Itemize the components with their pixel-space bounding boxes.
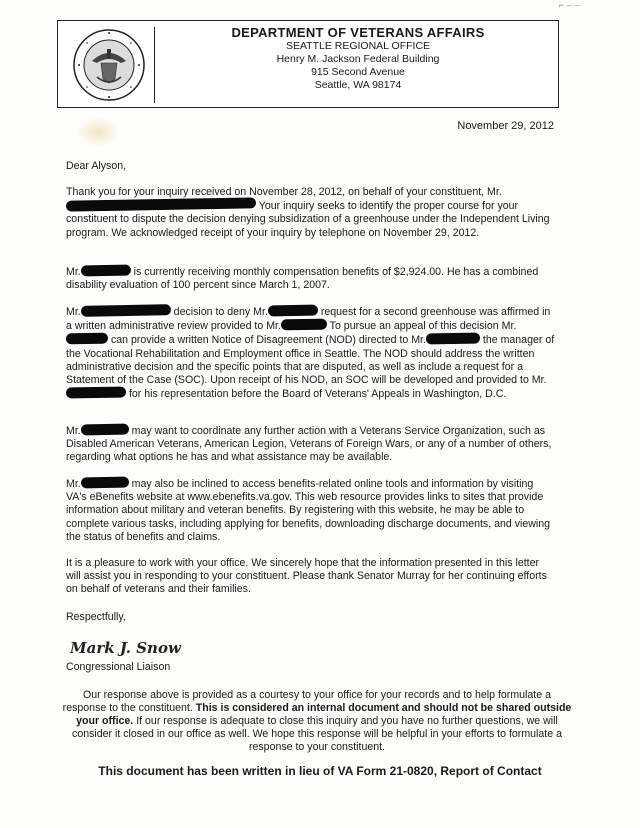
p5-text-a: Mr. (66, 478, 81, 490)
p3-text-a: Mr. (66, 306, 81, 318)
redaction-block (268, 305, 318, 317)
p4-text-b: may want to coordinate any further action with a Veterans Service Organization, such as Disabled American Veterans, American Legion, Veterans of Foreign Wars, or any of a number of others, regarding what options he has and what assistance may be available. (66, 425, 552, 464)
footer-text-a: Our response above is provided as a courtesy to your office for your records and to help formulate a response to the constituent. (62, 689, 551, 714)
p4-text-a: Mr. (66, 425, 81, 437)
p3-text-d: To pursue an appeal of this decision Mr. (329, 320, 517, 333)
letter-date: November 29, 2012 (457, 120, 554, 132)
paragraph-benefits (66, 265, 556, 292)
letterhead-text (158, 25, 558, 92)
p5-text-b: may also be inclined to access benefits-related online tools and information by visiting VA's eBenefits website at www.ebenefits.va.gov. This web resource provides links to sites that provide information about military and veteran benefits. By registering with this website, he may be able to complete various tasks, including applying for benefits, downloading discharge documents, and viewing the status of benefits and claims. (66, 478, 551, 543)
agency-name: DEPARTMENT OF VETERANS AFFAIRS (231, 25, 485, 40)
p3-text-b: decision to deny Mr. (173, 306, 268, 318)
redaction-block (66, 333, 108, 345)
redaction-block (66, 387, 126, 399)
closing-respectfully: Respectfully, (66, 611, 126, 623)
salutation: Dear Alyson, (66, 160, 127, 172)
form-note: This document has been written in lieu of VA Form 21-0820, Report of Contact (98, 764, 542, 778)
paper-stain (78, 118, 118, 146)
paragraph-inquiry (66, 186, 556, 240)
redaction-block (81, 424, 129, 436)
p2-text-b: is currently receiving monthly compensation benefits of $2,924.00. He has a combined disability evaluation of 100 percent since March 1, 2007. (66, 266, 539, 292)
redaction-block (81, 477, 129, 489)
p3-text-f: the manager of the Vocational Rehabilitation and Employment office in Seattle. The NOD should address the written administrative decision and the specific points that are disputed, as well as include a request for a Statement of the Case (SOC). Upon receipt of his NOD, an SOC will be developed and provided to Mr. (66, 334, 555, 387)
p1-text-b: Your inquiry seeks to identify the proper course for your constituent to dispute the decision denying subsidization of a greenhouse under the Independent Living program. We acknowledged receipt of your inquiry by telephone on November 29, 2012. (66, 200, 550, 239)
paragraph-ebenefits (66, 477, 556, 544)
redaction-block (81, 304, 171, 317)
footer-text-b: If our response is adequate to close this inquiry and you have no further questions, we will consider it closed in our office as well. We hope this response will be helpful in your efforts to formulate a response to your constituent. (72, 715, 562, 753)
redaction-block (66, 198, 256, 212)
corner-scan-mark: ⌐ ‒ ⌣ (558, 0, 580, 10)
va-seal-icon (67, 27, 151, 103)
redaction-block (281, 319, 327, 331)
p3-text-g: for his representation before the Board of Veterans' Appeals in Washington, D.C. (128, 388, 507, 401)
office-name: SEATTLE REGIONAL OFFICE (285, 40, 431, 52)
building-name: Henry M. Jackson Federal Building (276, 53, 440, 65)
letterhead (57, 20, 559, 108)
footer-bold-notice: This is considered an internal document and should not be shared outside your office. (76, 702, 572, 727)
street-address: 915 Second Avenue (311, 66, 405, 78)
paragraph-closing-thanks: It is a pleasure to work with your office. We sincerely hope that the information presented in this letter will assist you in responding to your constituent. Please thank Senator Murray for her continuing efforts on behalf of veterans and their families. (66, 557, 547, 596)
courtesy-note (62, 689, 572, 754)
p1-text-a: Thank you for your inquiry received on November 28, 2012, on behalf of your constituent, Mr. (66, 186, 502, 198)
redaction-block (426, 333, 480, 345)
paragraph-vso (66, 424, 556, 465)
p3-text-c: request for a second greenhouse was affirmed in a written administrative review provided to Mr. (66, 306, 551, 333)
va-seal (64, 27, 155, 103)
city-state-zip: Seattle, WA 98174 (314, 79, 402, 91)
signer-title: Congressional Liaison (66, 661, 171, 673)
p2-text-a: Mr. (66, 266, 81, 278)
signature: Mark J. Snow (70, 639, 181, 657)
p3-text-e: can provide a written Notice of Disagreement (NOD) directed to Mr. (110, 334, 426, 347)
redaction-block (81, 265, 131, 277)
paragraph-appeal (66, 305, 556, 401)
